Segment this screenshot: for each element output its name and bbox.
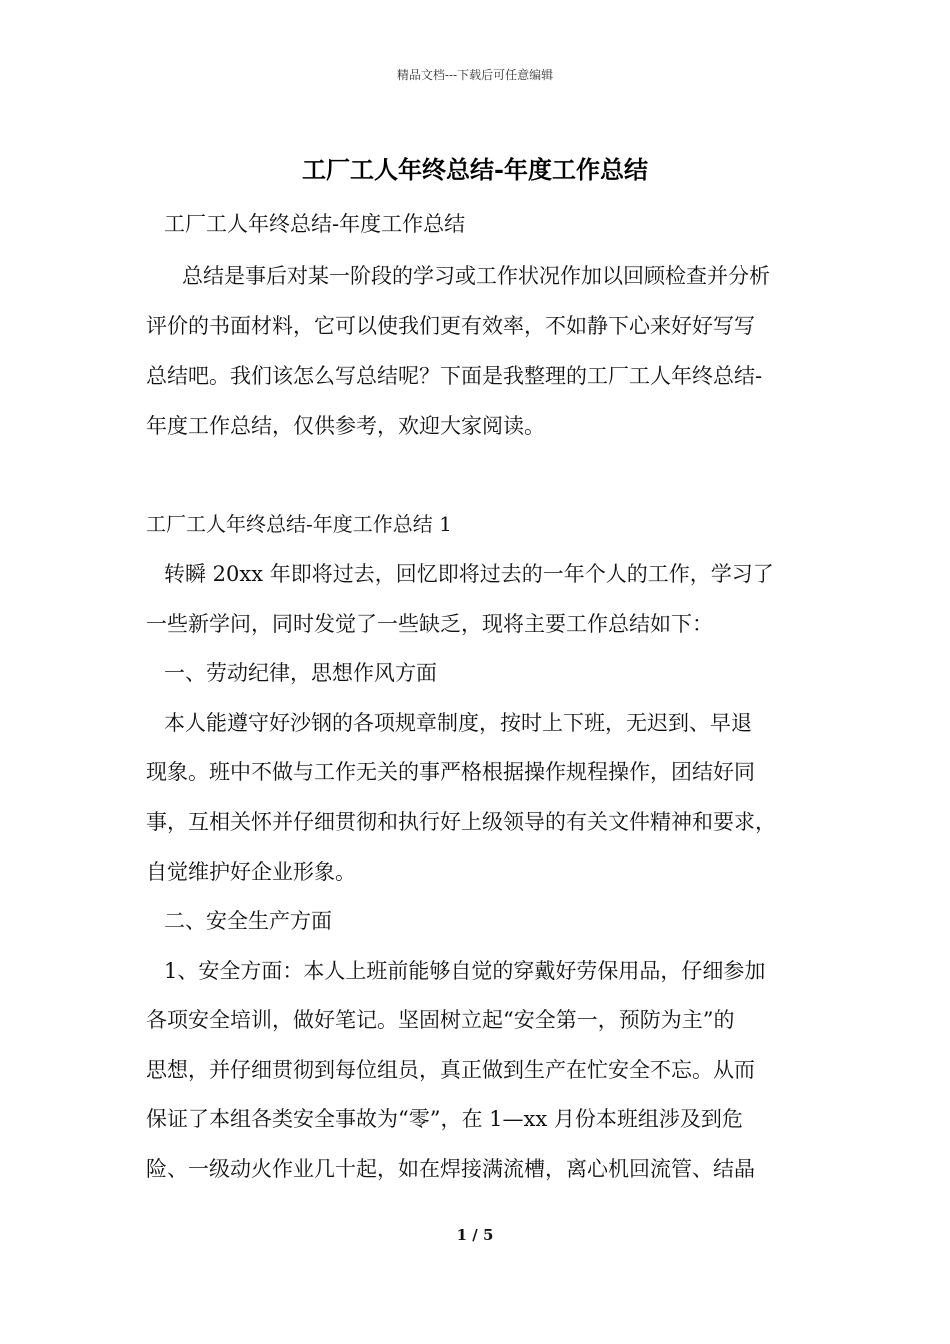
- page-number: [0, 1226, 950, 1244]
- paragraph-line: 本人能遵守好沙钢的各项规章制度，按时上下班，无迟到、早退: [164, 711, 752, 735]
- paragraph-line: 总结吧。我们该怎么写总结呢？下面是我整理的工厂工人年终总结-: [146, 364, 763, 388]
- paragraph-line: 转瞬 20xx 年即将过去，回忆即将过去的一年个人的工作，学习了: [164, 562, 774, 586]
- paragraph-line: 总结是事后对某一阶段的学习或工作状况作加以回顾检查并分析: [182, 264, 770, 288]
- total-pages: 5: [482, 1226, 494, 1244]
- subsection-heading: 一、劳动纪律，思想作风方面: [164, 661, 437, 685]
- document-title: 工厂工人年终总结-年度工作总结: [302, 155, 648, 184]
- section-heading: 工厂工人年终总结-年度工作总结 1: [146, 512, 452, 536]
- paragraph-line: 一些新学问，同时发觉了一些缺乏，现将主要工作总结如下：: [146, 612, 713, 636]
- paragraph-line: 事，互相关怀并仔细贯彻和执行好上级领导的有关文件精神和要求，: [146, 810, 776, 834]
- paragraph-line: 各项安全培训，做好笔记。坚固树立起“安全第一，预防为主”的: [146, 1008, 735, 1032]
- paragraph-line: 保证了本组各类安全事故为“零”，在 1—xx 月份本班组涉及到危: [146, 1107, 743, 1131]
- paragraph-line: 评价的书面材料，它可以使我们更有效率，不如静下心来好好写写: [146, 314, 755, 338]
- paragraph-line: 自觉维护好企业形象。: [146, 860, 356, 884]
- current-page: 1: [456, 1226, 468, 1244]
- paragraph-line: 1、安全方面：本人上班前能够自觉的穿戴好劳保用品，仔细参加: [164, 959, 766, 983]
- paragraph-line: 现象。班中不做与工作无关的事严格根据操作规程操作，团结好同: [146, 760, 755, 784]
- paragraph-line: 险、一级动火作业几十起，如在焊接满流槽，离心机回流管、结晶: [146, 1157, 755, 1181]
- subtitle-line: 工厂工人年终总结-年度工作总结: [164, 212, 466, 236]
- page-separator: /: [467, 1226, 483, 1244]
- paragraph-line: 思想，并仔细贯彻到每位组员，真正做到生产在忙安全不忘。从而: [146, 1058, 755, 1082]
- page-header: 精品文档---下载后可任意编辑: [396, 68, 554, 82]
- paragraph-line: 年度工作总结，仅供参考，欢迎大家阅读。: [146, 414, 545, 438]
- subsection-heading: 二、安全生产方面: [164, 909, 332, 933]
